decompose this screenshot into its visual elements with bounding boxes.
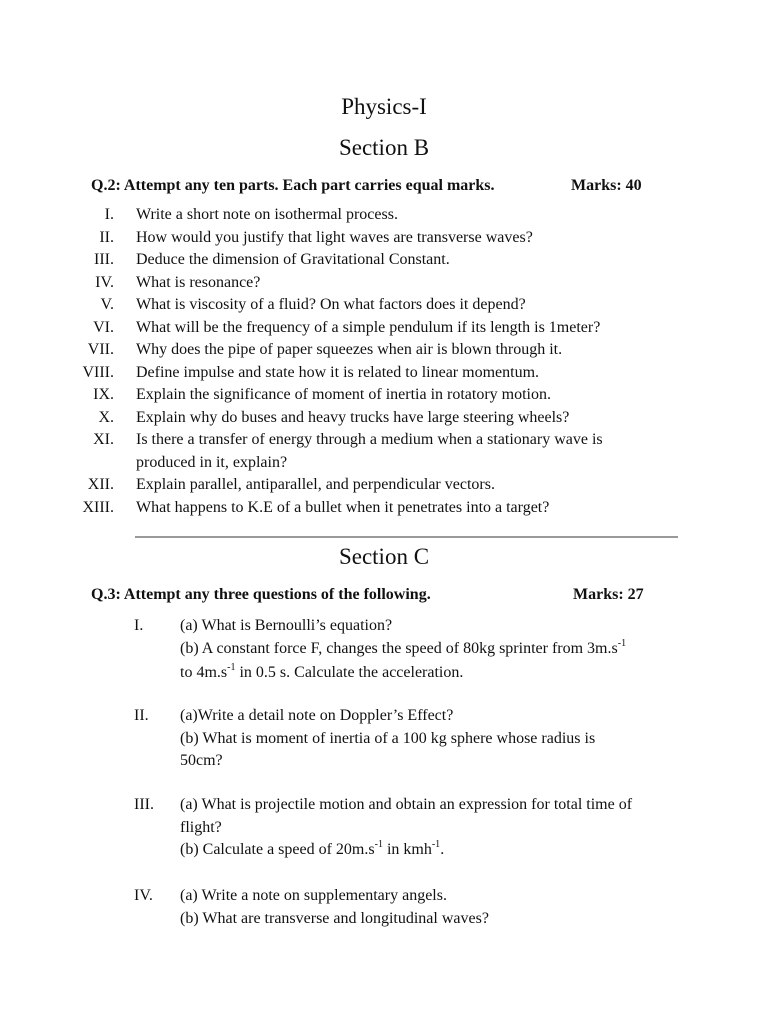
item-number: IV.	[134, 887, 153, 904]
part-a: (a)Write a detail note on Doppler’s Effect?	[180, 707, 454, 724]
item-number: III.	[94, 251, 114, 268]
part-a: (a) What is projectile motion and obtain an expression for total time of	[180, 796, 633, 813]
item-text: What happens to K.E of a bullet when it penetrates into a target?	[136, 498, 550, 516]
item-number: III.	[134, 796, 154, 813]
item-number: VI.	[93, 318, 114, 336]
item-number: XII.	[87, 476, 114, 493]
list-item	[0, 407, 768, 430]
part-a: (a) Write a note on supplementary angels.	[180, 887, 447, 904]
item-text: Define impulse and state how it is related to linear momentum.	[136, 363, 540, 381]
item-text: Why does the pipe of paper squeezes when air is blown through it.	[136, 341, 563, 358]
list-item	[0, 249, 768, 272]
item-body	[180, 705, 680, 773]
list-item	[0, 429, 768, 452]
item-number: II.	[99, 228, 114, 246]
list-item	[0, 384, 768, 407]
list-item	[0, 474, 768, 497]
part-b-continuation: to $4m.s^{-1}$ in 0.5 s. Calculate the acceleration.	[180, 662, 464, 681]
item-text: Explain the significance of moment of inertia in rotatory motion.	[136, 386, 551, 403]
list-item	[0, 317, 768, 340]
list-item	[0, 227, 768, 250]
item-number: V.	[100, 296, 114, 313]
part-b: (b) What are transverse and longitudinal waves?	[180, 909, 489, 927]
item-number: IV.	[95, 273, 114, 291]
item-body	[180, 615, 680, 687]
item-body	[180, 885, 680, 930]
q3-marks: Marks: 27	[573, 586, 644, 603]
q2-list	[0, 204, 768, 519]
item-number: IX.	[93, 386, 114, 403]
item-text: Explain parallel, antiparallel, and perpendicular vectors.	[136, 476, 495, 493]
list-item	[0, 272, 768, 295]
section-c-heading: Section C	[338, 544, 430, 569]
page-title: Physics-I	[341, 94, 427, 119]
item-text: What is viscosity of a fluid? On what factors does it depend?	[136, 296, 526, 313]
q2-heading: Q.2: Attempt any ten parts. Each part carries equal marks.	[91, 177, 495, 194]
item-text: What is resonance?	[136, 273, 261, 291]
item-body	[180, 794, 680, 864]
list-item	[0, 339, 768, 362]
item-number: I.	[104, 206, 114, 223]
section-b-heading: Section B	[338, 135, 430, 160]
item-text: produced in it, explain?	[136, 453, 288, 471]
item-number: I.	[134, 617, 144, 634]
part-b: (b) A constant force F, changes the speed of 80kg sprinter from $3m.s^{-1}$	[180, 637, 627, 657]
q3-heading: Q.3: Attempt any three questions of the following.	[91, 586, 431, 603]
section-divider	[135, 536, 678, 538]
part-b: (b) Calculate a speed of $20m.s^{-1}$ in kmh$^{-1}$.	[180, 839, 445, 858]
item-text: Is there a transfer of energy through a medium when a stationary wave is	[136, 431, 603, 448]
q2-marks: Marks: 40	[571, 177, 642, 194]
part-a-continuation: flight?	[180, 818, 222, 836]
item-text: Write a short note on isothermal process.	[136, 206, 398, 223]
list-item-continuation	[0, 452, 768, 475]
list-item	[0, 294, 768, 317]
item-number: II.	[134, 707, 149, 724]
item-number: XI.	[93, 431, 114, 448]
item-number: X.	[98, 408, 114, 426]
item-text: What will be the frequency of a simple pendulum if its length is 1meter?	[136, 318, 601, 336]
item-text: How would you justify that light waves are transverse waves?	[136, 228, 533, 246]
list-item	[0, 362, 768, 385]
item-number: VII.	[87, 341, 114, 358]
list-item	[0, 497, 768, 520]
part-b-continuation: 50cm?	[180, 752, 223, 769]
item-text: Deduce the dimension of Gravitational Constant.	[136, 251, 450, 268]
part-b: (b) What is moment of inertia of a 100 kg sphere whose radius is	[180, 729, 596, 747]
item-number: XIII.	[82, 498, 114, 516]
item-text: Explain why do buses and heavy trucks have large steering wheels?	[136, 408, 570, 426]
list-item	[0, 204, 768, 227]
item-number: VIII.	[82, 363, 114, 381]
part-a: (a) What is Bernoulli’s equation?	[180, 617, 393, 634]
